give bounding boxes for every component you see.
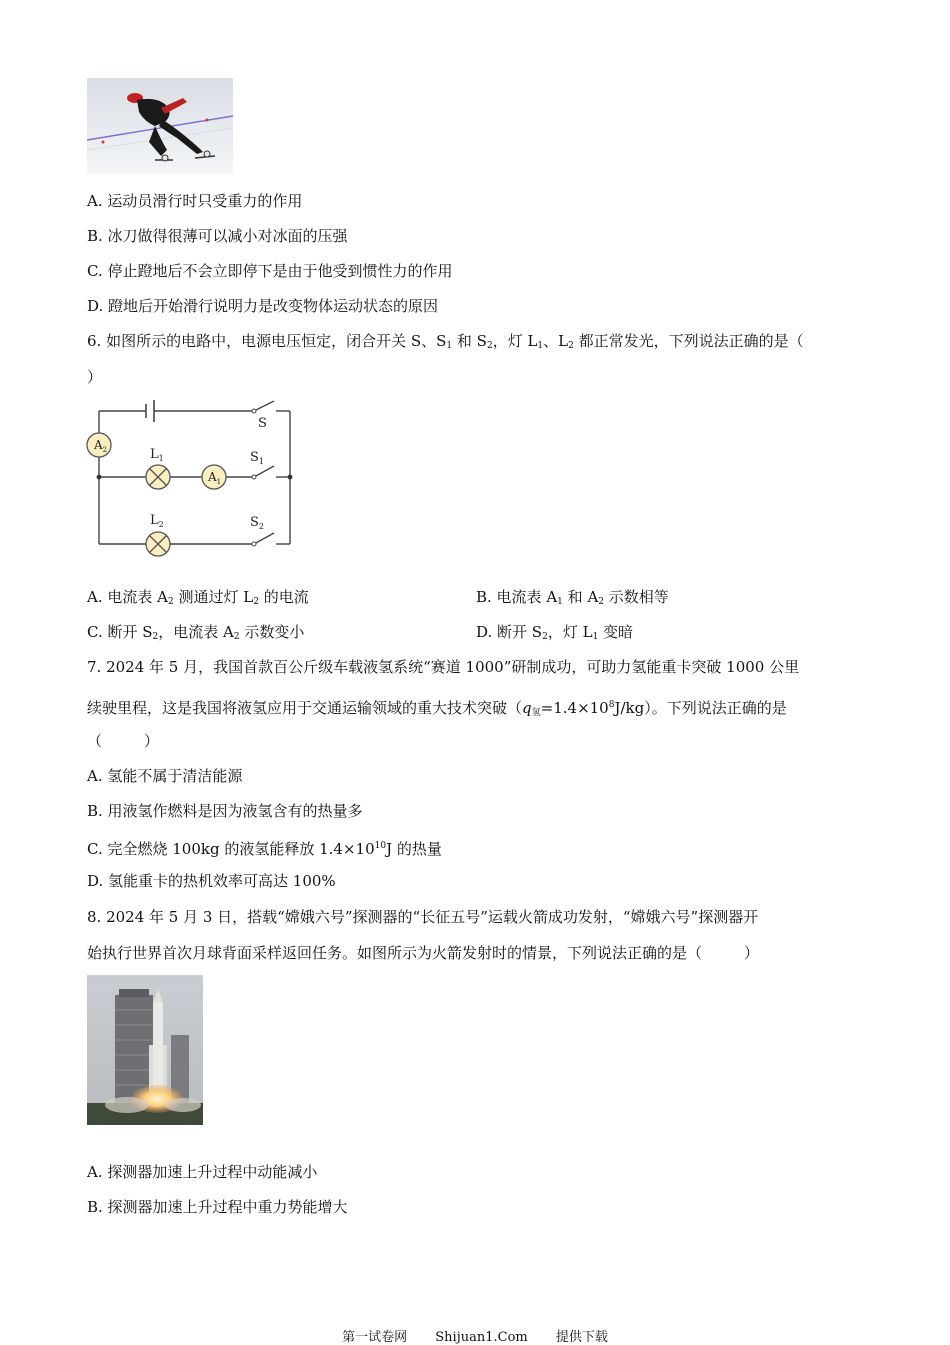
q5-option-b: B. 冰刀做得很薄可以减小对冰面的压强 bbox=[87, 227, 348, 245]
q6-stem: 6. 如图所示的电路中，电源电压恒定，闭合开关 S、$S_1$ 和 $S_2$，灯 $L_1$、$L_2$ 都正常发光，下列说法正确的是（ bbox=[87, 332, 804, 351]
ammeter-a2 bbox=[87, 433, 111, 457]
switch-s2-label: $S_2$ bbox=[250, 515, 264, 531]
page-footer bbox=[0, 1326, 950, 1345]
lamp-l2 bbox=[146, 513, 170, 556]
q8-stem-line2: 始执行世界首次月球背面采样返回任务。如图所示为火箭发射时的情景，下列说法正确的是（ ） bbox=[87, 944, 760, 962]
rocket-launch-illustration bbox=[87, 975, 203, 1125]
q6-option-d: D. 断开 $S_2$，灯 $L_1$ 变暗 bbox=[476, 623, 634, 642]
q6-option-c: C. 断开 $S_2$，电流表 $A_2$ 示数变小 bbox=[87, 623, 305, 642]
q7-option-b: B. 用液氢作燃料是因为液氢含有的热量多 bbox=[87, 802, 363, 820]
q7-stem-line3: （ ） bbox=[87, 732, 160, 750]
q7-option-a: A. 氢能不属于清洁能源 bbox=[87, 767, 243, 785]
q5-option-d: D. 蹬地后开始滑行说明力是改变物体运动状态的原因 bbox=[87, 297, 439, 315]
q6-option-b: B. 电流表 $A_1$ 和 $A_2$ 示数相等 bbox=[476, 588, 669, 607]
q8-stem-line1: 8. 2024 年 5 月 3 日，搭载“嫦娥六号”探测器的“长征五号”运载火箭成功发射，“嫦娥六号”探测器开 bbox=[87, 908, 759, 926]
q5-option-c: C. 停止蹬地后不会立即停下是由于他受到惯性力的作用 bbox=[87, 262, 453, 280]
footer-site-cn: 第一试卷网 bbox=[342, 1330, 408, 1345]
switch-s1-label: $S_1$ bbox=[250, 450, 264, 466]
svg-text:L2: $L_2$ bbox=[150, 513, 164, 529]
q5-option-a: A. 运动员滑行时只受重力的作用 bbox=[87, 192, 303, 210]
q7-stem-line1: 7. 2024 年 5 月，我国首款百公斤级车载液氢系统“赛道 1000”研制成功，可助力氢能重卡突破 1000 公里 bbox=[87, 658, 800, 676]
q7-stem-line2: 续驶里程，这是我国将液氢应用于交通运输领域的重大技术突破$(q_氢=1.4\times 10^8J/kg)$。下列说法正确的是 bbox=[87, 699, 787, 718]
svg-text:L1: $L_1$ bbox=[150, 447, 164, 463]
q6-stem-close: ） bbox=[87, 368, 103, 386]
circuit-svg bbox=[84, 396, 298, 560]
circuit-diagram bbox=[84, 396, 298, 560]
q8-option-b: B. 探测器加速上升过程中重力势能增大 bbox=[87, 1198, 348, 1216]
q6-option-a: A. 电流表 $A_2$ 测通过灯 $L_2$ 的电流 bbox=[87, 588, 309, 607]
svg-text:A2: $A_2$ bbox=[94, 438, 108, 454]
speed-skater-illustration bbox=[87, 78, 233, 174]
svg-text:A1: $A_1$ bbox=[208, 470, 222, 486]
footer-download: 提供下载 bbox=[555, 1330, 608, 1345]
lamp-l1 bbox=[146, 447, 170, 489]
switch-s-label: S bbox=[258, 416, 267, 431]
speed-skater-photo bbox=[87, 78, 233, 174]
ammeter-a1 bbox=[202, 465, 226, 489]
rocket-launch-photo bbox=[87, 975, 203, 1125]
q7-option-d: D. 氢能重卡的热机效率可高达 100% bbox=[87, 872, 336, 890]
q8-option-a: A. 探测器加速上升过程中动能减小 bbox=[87, 1163, 318, 1181]
footer-site-en: Shijuan1.Com bbox=[435, 1330, 528, 1345]
q7-option-c: C. 完全燃烧 100kg 的液氢能释放 $1.4\times 10^{10}J$ 的热量 bbox=[87, 840, 442, 858]
